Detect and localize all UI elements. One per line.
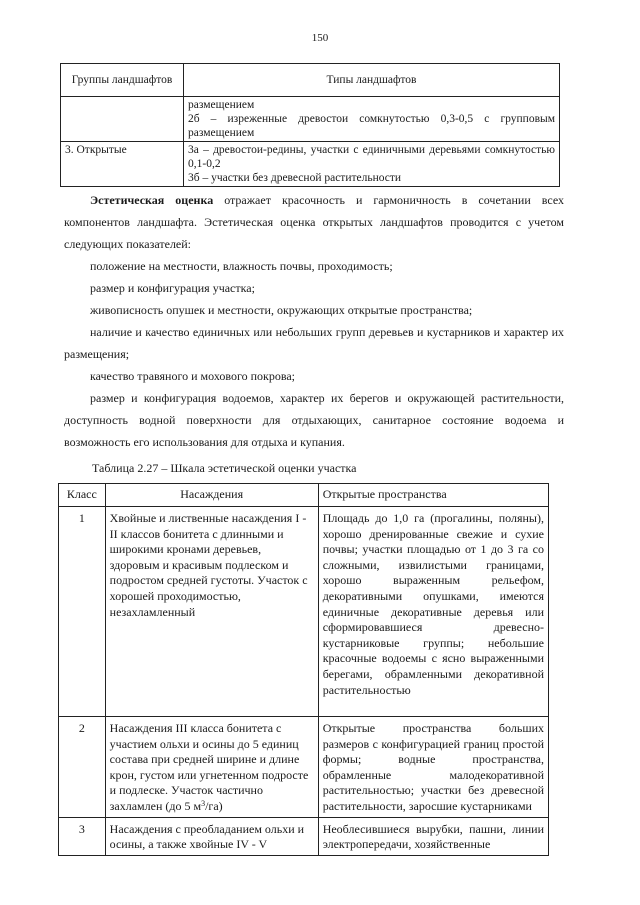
types-line: 3б – участки без древесной растительности [188, 172, 402, 184]
open-spaces-cell: Площадь до 1,0 га (прогалины, поляны), хорошо дренированные свежие и сухие почвы; участки площадью от 1 до 3 га со сложными, извилистыми границами, хорошо выраженным рельефом, декоративными опушками, имеются единичные декоративные деревья или сформировавшиеся древесно-кустарниковые группы; небольшие красочные водоемы с ясно выраженными берегами, обрамленными декоративной растительностью [318, 507, 548, 717]
table-row [59, 817, 549, 855]
criteria-list [64, 255, 564, 453]
open-spaces-cell: Открытые пространства больших размеров с конфигурацией границ простой формы; водные пространства, обрамленные малодекоративной растительностью; участки без древесной растительности, заросшие кустарниками [318, 717, 548, 818]
page-number: 150 [311, 32, 329, 44]
header-class: Класс [59, 484, 106, 507]
header-stands: Насаждения [105, 484, 318, 507]
header-landscape-groups: Группы ландшафтов [61, 64, 184, 97]
table-row [61, 97, 560, 142]
stands-cell [105, 717, 318, 818]
paragraph-text: отражает красочность и гармоничность в сочетании всех компонентов ландшафта. Эстетическая оценка открытых ландшафтов проводится с учетом следующих показателей: [64, 193, 564, 251]
types-line: размещением [188, 99, 255, 111]
group-cell: 3. Открытые [61, 142, 184, 187]
superscript: 3 [201, 798, 206, 808]
class-cell: 3 [59, 817, 106, 855]
list-item: положение на местности, влажность почвы, проходимость; [90, 259, 393, 273]
stands-cell: Хвойные и лиственные насаждения I - II классов бонитета с длинными и широкими кронами деревьев, здоровым и красивым подлеском и подростом средней густоты. Участок с хорошей проходимостью, незахламленный [105, 507, 318, 717]
stands-text-end: /га) [205, 798, 223, 813]
list-item: наличие и качество единичных или небольших групп деревьев и кустарников и характер их размещения; [64, 325, 564, 361]
paragraph [64, 189, 564, 255]
list-item: живописность опушек и местности, окружающих открытые пространства; [90, 303, 473, 317]
list-item: размер и конфигурация водоемов, характер их берегов и окружающей растительности, доступность водной поверхности для отдыхающих, санитарное состояние водоема и возможность его использования для отдыха и купания. [64, 391, 564, 449]
aesthetic-scale-table [58, 483, 549, 856]
stands-cell: Насаждения с преобладанием ольхи и осины, а также хвойные IV - V [105, 817, 318, 855]
bold-term: Эстетическая оценка [90, 193, 214, 207]
open-spaces-cell: Необлесившиеся вырубки, пашни, линии электропередачи, хозяйственные [318, 817, 548, 855]
table-row [61, 142, 560, 187]
types-line: 3а – древостои-редины, участки с единичными деревьями сомкнутостью 0,1-0,2 [188, 144, 555, 170]
table-header-row [61, 64, 560, 97]
table-caption: Таблица 2.27 – Шкала эстетической оценки участка [92, 461, 357, 475]
types-line: 2б – изреженные древостои сомкнутостью 0,3-0,5 с групповым размещением [188, 113, 555, 139]
header-landscape-types: Типы ландшафтов [184, 64, 560, 97]
types-cell [184, 97, 560, 142]
table-row [59, 717, 549, 818]
stands-text: Насаждения III класса бонитета с участием ольхи и осины до 5 единиц состава при средней ширине и длине крон, густом или угнетенном подросте и подлеске. Участок частично захламлен (до 5 м [109, 721, 309, 813]
header-open-spaces: Открытые пространства [318, 484, 548, 507]
list-item: размер и конфигурация участка; [90, 281, 255, 295]
list-item: качество травяного и мохового покрова; [90, 369, 295, 383]
class-cell: 1 [59, 507, 106, 717]
table-header-row [59, 484, 549, 507]
class-cell: 2 [59, 717, 106, 818]
body-text [64, 189, 564, 453]
types-cell [184, 142, 560, 187]
group-cell [61, 97, 184, 142]
table-row [59, 507, 549, 717]
landscape-types-table [60, 63, 560, 187]
